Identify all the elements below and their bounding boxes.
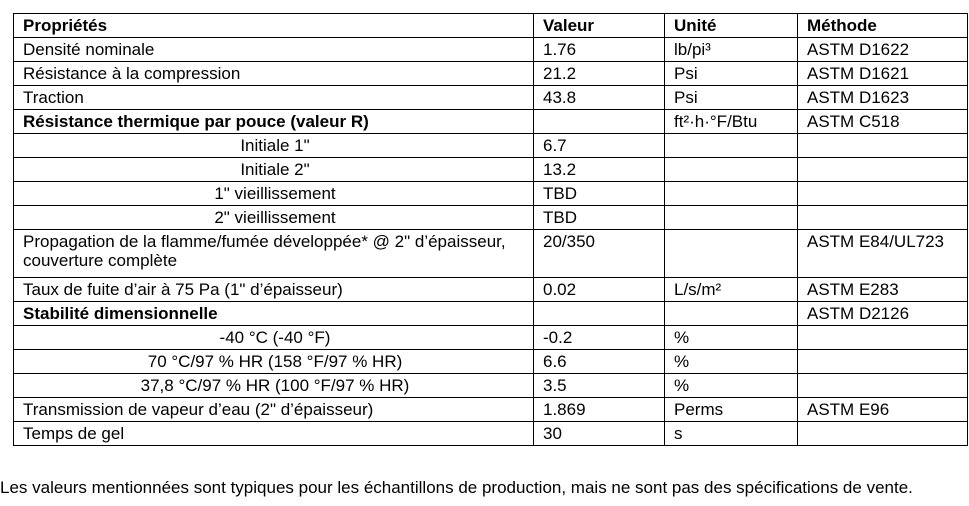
- cell-unit: Perms: [665, 398, 798, 422]
- cell-method: ASTM D2126: [798, 302, 968, 326]
- cell-property: 1" vieillissement: [14, 182, 534, 206]
- cell-unit: Psi: [665, 62, 798, 86]
- table-row: [14, 230, 968, 278]
- cell-property: Transmission de vapeur d’eau (2" d’épaisseur): [14, 398, 534, 422]
- cell-method: ASTM E283: [798, 278, 968, 302]
- cell-property: -40 °C (-40 °F): [14, 326, 534, 350]
- cell-value: -0.2: [534, 326, 665, 350]
- table-row-sub: [14, 206, 968, 230]
- cell-value: 6.6: [534, 350, 665, 374]
- cell-property: Densité nominale: [14, 38, 534, 62]
- cell-value: [534, 302, 665, 326]
- header-properties: Propriétés: [14, 14, 534, 38]
- cell-method: [798, 326, 968, 350]
- header-method: Méthode: [798, 14, 968, 38]
- table-row-section: [14, 110, 968, 134]
- footnote-text: Les valeurs mentionnées sont typiques pour les échantillons de production, mais ne sont pas des spécifications de vente.: [0, 478, 913, 497]
- header-unit: Unité: [665, 14, 798, 38]
- cell-method: ASTM E96: [798, 398, 968, 422]
- cell-unit: [665, 206, 798, 230]
- cell-unit: s: [665, 422, 798, 446]
- cell-value: TBD: [534, 182, 665, 206]
- cell-property: Résistance thermique par pouce (valeur R): [14, 110, 534, 134]
- cell-unit: L/s/m²: [665, 278, 798, 302]
- cell-value: 30: [534, 422, 665, 446]
- cell-value: TBD: [534, 206, 665, 230]
- table-row-sub: [14, 350, 968, 374]
- table-row-sub: [14, 158, 968, 182]
- cell-unit: Psi: [665, 86, 798, 110]
- header-value: Valeur: [534, 14, 665, 38]
- cell-property: Résistance à la compression: [14, 62, 534, 86]
- cell-method: ASTM D1622: [798, 38, 968, 62]
- cell-value: 6.7: [534, 134, 665, 158]
- cell-value: [534, 110, 665, 134]
- table-row: [14, 398, 968, 422]
- cell-method: ASTM C518: [798, 110, 968, 134]
- cell-value: 0.02: [534, 278, 665, 302]
- table-row: [14, 422, 968, 446]
- cell-method: ASTM D1623: [798, 86, 968, 110]
- table-row: [14, 38, 968, 62]
- cell-property: 37,8 °C/97 % HR (100 °F/97 % HR): [14, 374, 534, 398]
- cell-property: Initiale 2": [14, 158, 534, 182]
- cell-unit: %: [665, 350, 798, 374]
- cell-method: [798, 134, 968, 158]
- cell-method: [798, 206, 968, 230]
- cell-unit: [665, 158, 798, 182]
- cell-property: Traction: [14, 86, 534, 110]
- cell-method: [798, 182, 968, 206]
- cell-unit: %: [665, 326, 798, 350]
- cell-unit: lb/pi³: [665, 38, 798, 62]
- table-row-sub: [14, 326, 968, 350]
- cell-value: 20/350: [534, 230, 665, 278]
- cell-value: 1.869: [534, 398, 665, 422]
- table-row-sub: [14, 374, 968, 398]
- table-row: [14, 86, 968, 110]
- cell-property: Propagation de la flamme/fumée développée* @ 2" d’épaisseur, couverture complète: [14, 230, 534, 278]
- cell-unit: %: [665, 374, 798, 398]
- table-row: [14, 278, 968, 302]
- cell-property: Initiale 1": [14, 134, 534, 158]
- cell-method: [798, 374, 968, 398]
- cell-property: Stabilité dimensionnelle: [14, 302, 534, 326]
- cell-property: Temps de gel: [14, 422, 534, 446]
- table-row-section: [14, 302, 968, 326]
- cell-value: 21.2: [534, 62, 665, 86]
- cell-method: [798, 158, 968, 182]
- properties-table: [13, 13, 968, 446]
- table-row: [14, 62, 968, 86]
- cell-value: 3.5: [534, 374, 665, 398]
- cell-method: [798, 422, 968, 446]
- table-row-sub: [14, 134, 968, 158]
- cell-unit: ft²·h·°F/Btu: [665, 110, 798, 134]
- cell-property: 70 °C/97 % HR (158 °F/97 % HR): [14, 350, 534, 374]
- cell-value: 43.8: [534, 86, 665, 110]
- cell-unit: [665, 134, 798, 158]
- cell-method: ASTM E84/UL723: [798, 230, 968, 278]
- cell-property: Taux de fuite d’air à 75 Pa (1" d’épaisseur): [14, 278, 534, 302]
- properties-sheet: [13, 13, 967, 446]
- cell-unit: [665, 302, 798, 326]
- cell-unit: [665, 230, 798, 278]
- cell-method: [798, 350, 968, 374]
- cell-method: ASTM D1621: [798, 62, 968, 86]
- table-body: [14, 38, 968, 446]
- cell-value: 1.76: [534, 38, 665, 62]
- table-header: [14, 14, 968, 38]
- header-row: [14, 14, 968, 38]
- cell-value: 13.2: [534, 158, 665, 182]
- cell-unit: [665, 182, 798, 206]
- table-row-sub: [14, 182, 968, 206]
- cell-property: 2" vieillissement: [14, 206, 534, 230]
